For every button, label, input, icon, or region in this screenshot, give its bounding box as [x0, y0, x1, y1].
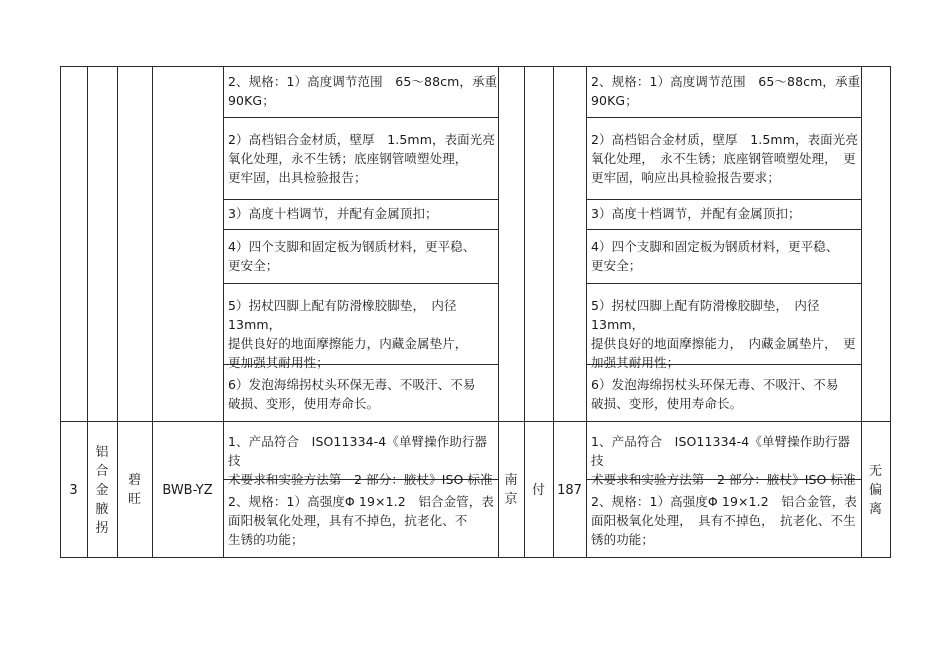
spec-left-cell: 1、产品符合 ISO11334-4《单臂操作助行器技 术要求和实验方法第 2 部分：腋杖》ISO 标准 — [228, 434, 493, 487]
spec-left-cell: 2、规格：1）高度调节范围 65～88cm，承重 90KG； — [228, 74, 498, 108]
origin-city: 南 京 — [504, 473, 518, 507]
spec-right-cell: 3）高度十档调节，并配有金属顶扣； — [591, 206, 801, 221]
row-divider-right — [586, 283, 861, 284]
spec-right-cell: 2、规格：1）高强度Φ 19×1.2 铝合金管，表 面阳极氧化处理， 具有不掉色， 抗老化、不生 锈的功能； — [591, 494, 857, 547]
spec-left-cell: 6）发泡海绵拐杖头环保无毒、不吸汗、不易 破损、变形，使用寿命长。 — [228, 377, 476, 411]
row-index: 3 — [69, 483, 78, 498]
spec-left-cell: 5）拐杖四脚上配有防滑橡胶脚垫， 内径 13mm， 提供良好的地面摩擦能力，内藏金属垫片， 更加强其耐用性； — [228, 298, 468, 370]
product-name: 铝 合 金 腋 拐 — [95, 445, 109, 536]
row-divider-left — [223, 283, 498, 284]
spec-right-cell: 5）拐杖四脚上配有防滑橡胶脚垫， 内径 13mm， 提供良好的地面摩擦能力， 内藏金属垫片， 更 加强其耐用性； — [591, 298, 856, 370]
spec-left-cell: 2、规格：1）高强度Φ 19×1.2 铝合金管，表 面阳极氧化处理，具有不掉色，抗老化、不 生锈的功能； — [228, 494, 494, 547]
quantity: 187 — [557, 483, 582, 498]
spec-left-cell: 3）高度十档调节，并配有金属顶扣； — [228, 206, 438, 221]
table-bottom-border — [60, 557, 890, 558]
spec-right-cell: 1、产品符合 ISO11334-4《单臂操作助行器技 术要求和实验方法第 2 部分：腋杖》ISO 标准 — [591, 434, 856, 487]
col-border — [223, 66, 224, 558]
row-divider-right — [586, 229, 861, 230]
col-border — [890, 66, 891, 558]
row-divider-right — [586, 117, 861, 118]
row-divider-left — [223, 229, 498, 230]
model-number: BWB-YZ — [162, 483, 213, 498]
row-divider-left — [223, 117, 498, 118]
spec-left-cell: 2）高档铝合金材质，壁厚 1.5mm，表面光亮 氧化处理，永不生锈；底座钢管喷塑处理， 更牢固，出具检验报告； — [228, 132, 495, 185]
row-divider-left — [223, 199, 498, 200]
col-border — [586, 66, 587, 558]
spec-right-cell: 2、规格：1）高度调节范围 65～88cm，承重 90KG； — [591, 74, 861, 108]
brand-name: 碧 旺 — [127, 473, 141, 507]
row-divider-right — [586, 199, 861, 200]
table-top-border — [60, 66, 890, 67]
spec-left-cell: 4）四个支脚和固定板为钢质材料，更平稳、 更安全； — [228, 239, 476, 273]
row-3-top-border — [60, 421, 890, 422]
deviation: 无 偏 离 — [868, 464, 882, 517]
spec-right-cell: 2）高档铝合金材质，壁厚 1.5mm，表面光亮 氧化处理， 永不生锈；底座钢管喷塑处理， 更 更牢固，响应出具检验报告要求； — [591, 132, 858, 185]
spec-right-cell: 6）发泡海绵拐杖头环保无毒、不吸汗、不易 破损、变形，使用寿命长。 — [591, 377, 839, 411]
unit: 付 — [531, 483, 545, 498]
spec-right-cell: 4）四个支脚和固定板为钢质材料，更平稳、 更安全； — [591, 239, 839, 273]
